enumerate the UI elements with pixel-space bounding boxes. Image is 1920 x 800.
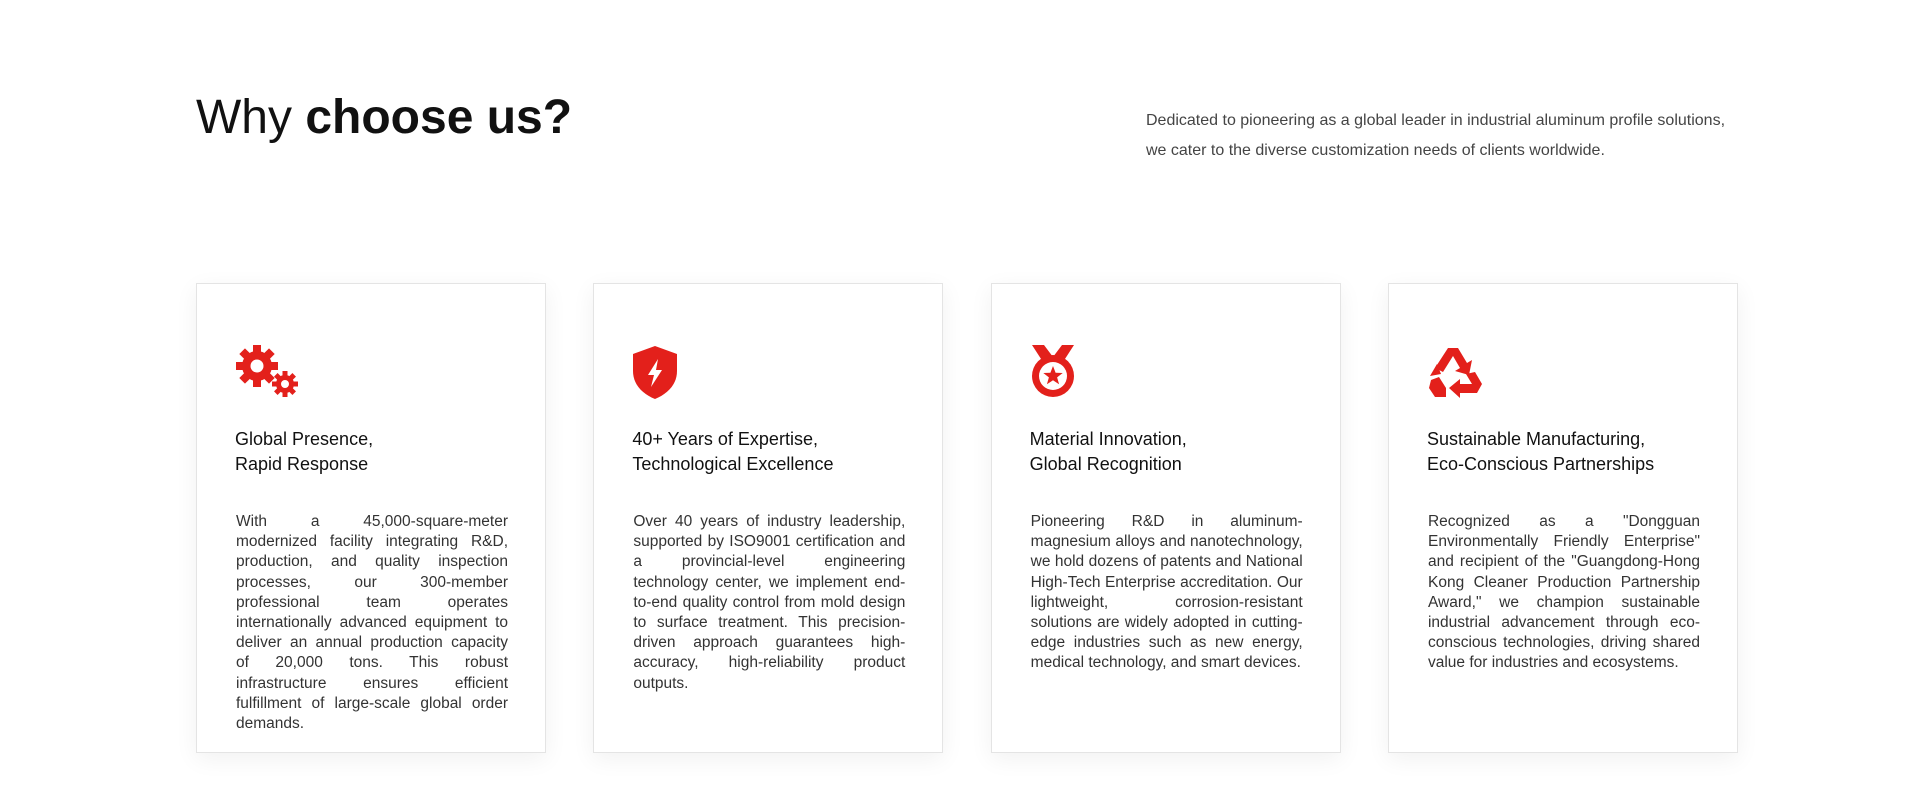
gears-icon	[235, 344, 299, 404]
feature-card-innovation	[991, 283, 1341, 753]
shield-bolt-icon	[632, 344, 696, 404]
card-title	[1030, 427, 1320, 477]
card-description: Recognized as a "Dongguan Environmentally Friendly Enterprise" and recipient of the "Guangdong-Hong Kong Cleaner Production Partnership Award," we champion sustainable industrial advancement through eco-conscious technologies, driving shared value for industries and ecosystems.	[1427, 513, 1700, 672]
card-title-line1: Sustainable Manufacturing,	[1426, 429, 1646, 449]
section-title-bold: choose us?	[305, 91, 573, 144]
card-description: With a 45,000-square-meter modernized facility integrating R&D, production, and quality inspection processes, our 300-member professional team operates internationally advanced equipment to deliver an annual production capacity of 20,000 tons. This robust infrastructure ensures efficient fulfillment of large-scale global order demands.	[236, 513, 508, 733]
feature-card-global-presence	[196, 283, 546, 753]
medal-icon	[1030, 344, 1094, 404]
card-description: Over 40 years of industry leadership, supported by ISO9001 certification and a provincial-level engineering technology center, we implement end-to-end quality control from mold design to surface treatment. This precision-driven approach guarantees high-accuracy, high-reliability product outputs.	[633, 513, 906, 692]
section-title	[196, 90, 572, 146]
card-title-line2: Global Recognition	[1029, 454, 1182, 474]
feature-card-sustainability	[1388, 283, 1738, 753]
feature-card-expertise	[593, 283, 943, 753]
recycle-icon	[1427, 344, 1491, 404]
card-title	[235, 427, 525, 477]
card-title-line1: 40+ Years of Expertise,	[632, 429, 818, 449]
card-title-line1: Material Innovation,	[1029, 429, 1187, 449]
feature-cards	[196, 283, 1738, 753]
card-title-line2: Eco-Conscious Partnerships	[1426, 454, 1655, 474]
card-description: Pioneering R&D in aluminum-magnesium alloys and nanotechnology, we hold dozens of patents and National High-Tech Enterprise accreditation. Our lightweight, corrosion-resistant solutions are widely adopted in cutting-edge industries such as new energy, medical technology, and smart devices.	[1030, 513, 1303, 672]
card-title	[632, 427, 922, 477]
card-title-line1: Global Presence,	[235, 429, 374, 449]
card-title-line2: Technological Excellence	[632, 454, 834, 474]
card-title-line2: Rapid Response	[235, 454, 369, 474]
section-intro: Dedicated to pioneering as a global leader in industrial aluminum profile solutions, we cater to the diverse customization needs of clients worldwide.	[1146, 112, 1726, 159]
card-title	[1427, 427, 1717, 477]
section-title-light: Why	[196, 91, 292, 144]
